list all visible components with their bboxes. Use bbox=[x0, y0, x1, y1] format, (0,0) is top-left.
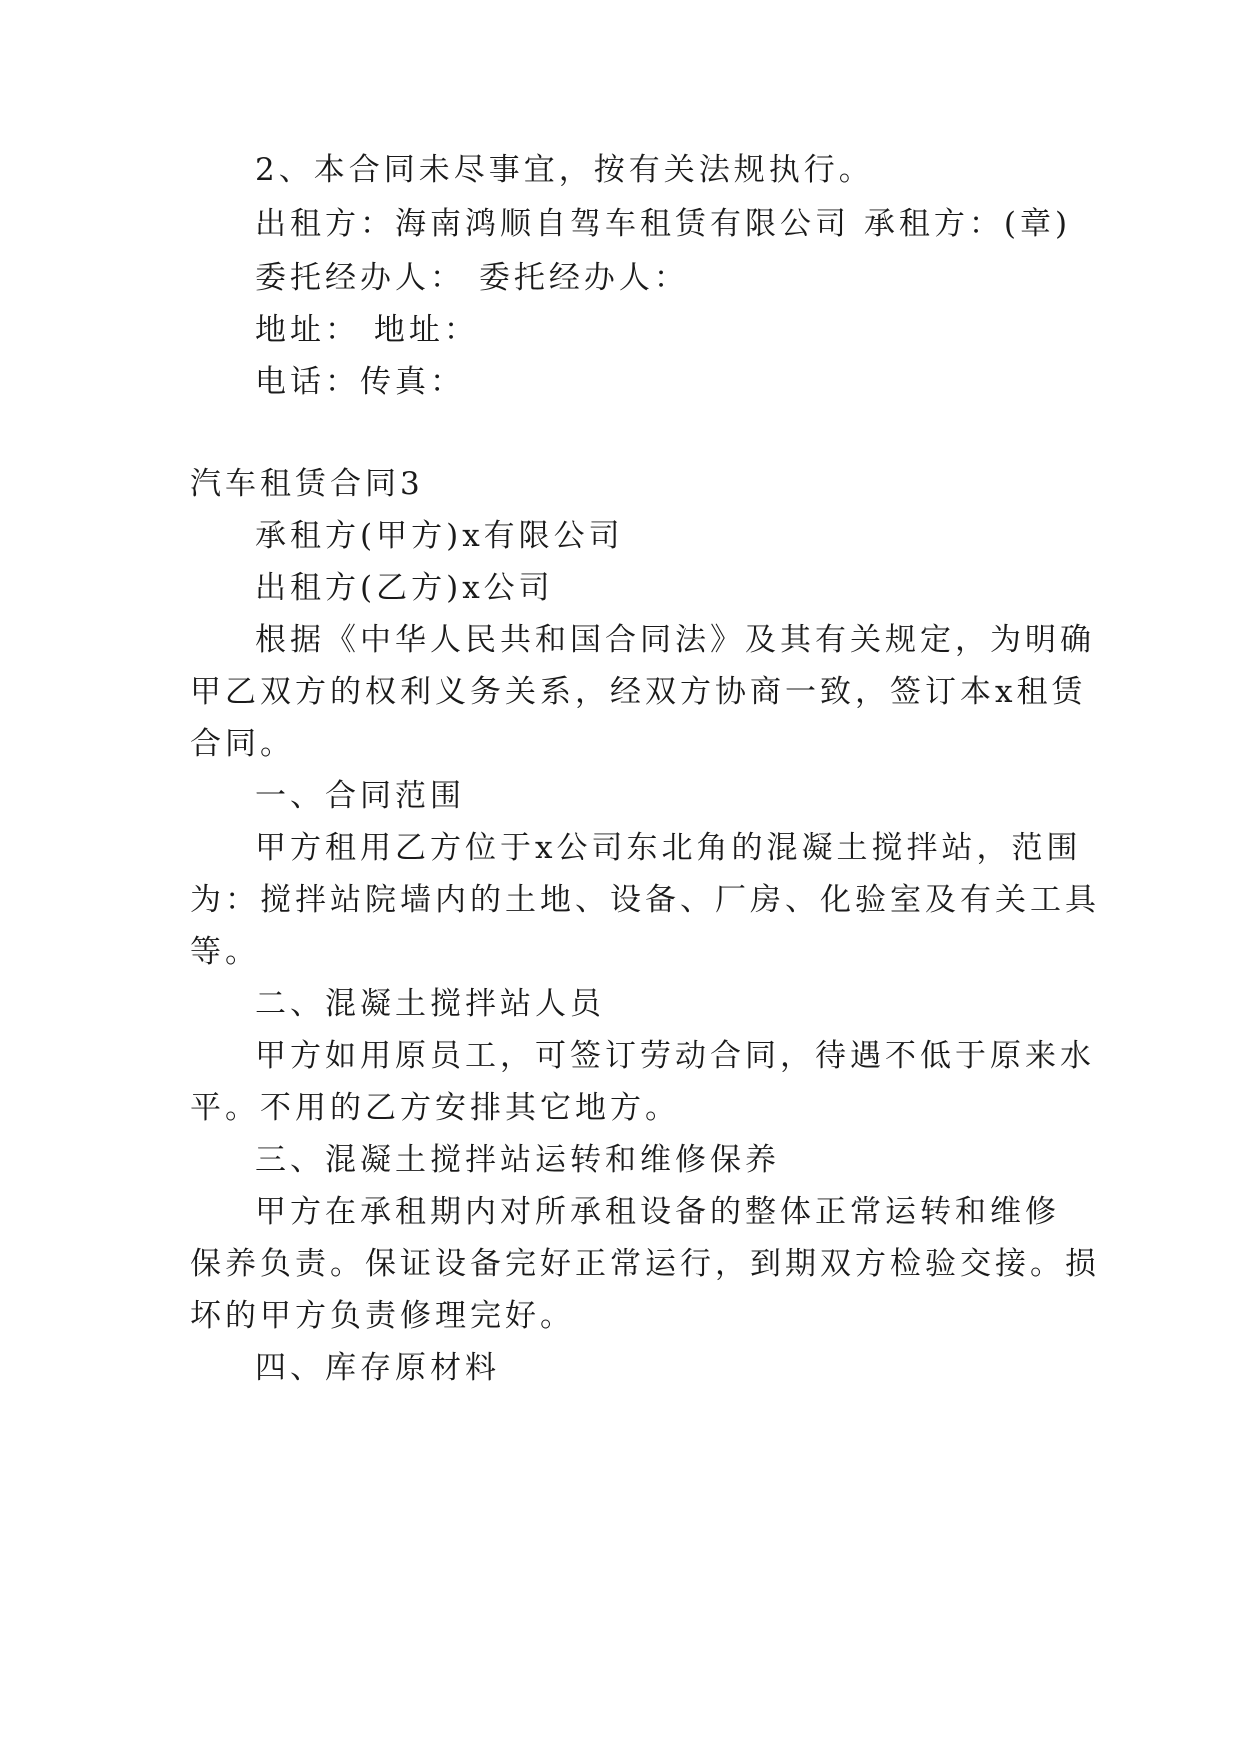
section-1-line-3: 等。 bbox=[190, 934, 260, 970]
preamble-line-2: 甲乙双方的权利义务关系，经双方协商一致，签订本x租赁 bbox=[190, 674, 1087, 710]
agent-line: 委托经办人： 委托经办人： bbox=[255, 260, 689, 296]
lessor-lessee-line: 出租方：海南鸿顺自驾车租赁有限公司 承租方：(章) bbox=[255, 206, 1072, 242]
section-3-line-2: 保养负责。保证设备完好正常运行，到期双方检验交接。损 bbox=[190, 1246, 1100, 1282]
contract-title: 汽车租赁合同3 bbox=[190, 466, 424, 502]
section-3-heading: 三、混凝土搅拌站运转和维修保养 bbox=[255, 1142, 780, 1178]
preamble-line-3: 合同。 bbox=[190, 726, 295, 762]
section-1-line-2: 为：搅拌站院墙内的土地、设备、厂房、化验室及有关工具 bbox=[190, 882, 1100, 918]
section-1-heading: 一、合同范围 bbox=[255, 778, 465, 814]
section-4-heading: 四、库存原材料 bbox=[255, 1350, 500, 1386]
section-2-heading: 二、混凝土搅拌站人员 bbox=[255, 986, 605, 1022]
section-2-line-1: 甲方如用原员工，可签订劳动合同，待遇不低于原来水 bbox=[255, 1038, 1095, 1074]
section-2-line-2: 平。不用的乙方安排其它地方。 bbox=[190, 1090, 680, 1126]
section-1-line-1: 甲方租用乙方位于x公司东北角的混凝土搅拌站，范围 bbox=[255, 830, 1082, 866]
preamble-line-1: 根据《中华人民共和国合同法》及其有关规定，为明确 bbox=[255, 622, 1095, 658]
section-3-line-3: 坏的甲方负责修理完好。 bbox=[190, 1298, 575, 1334]
address-line: 地址： 地址： bbox=[255, 312, 479, 348]
lessee-party-a: 承租方(甲方)x有限公司 bbox=[255, 518, 624, 554]
phone-fax-line: 电话：传真： bbox=[255, 364, 465, 400]
lessor-party-b: 出租方(乙方)x公司 bbox=[255, 570, 554, 606]
clause-2-text: 2、本合同未尽事宜，按有关法规执行。 bbox=[255, 152, 874, 188]
section-3-line-1: 甲方在承租期内对所承租设备的整体正常运转和维修 bbox=[255, 1194, 1060, 1230]
